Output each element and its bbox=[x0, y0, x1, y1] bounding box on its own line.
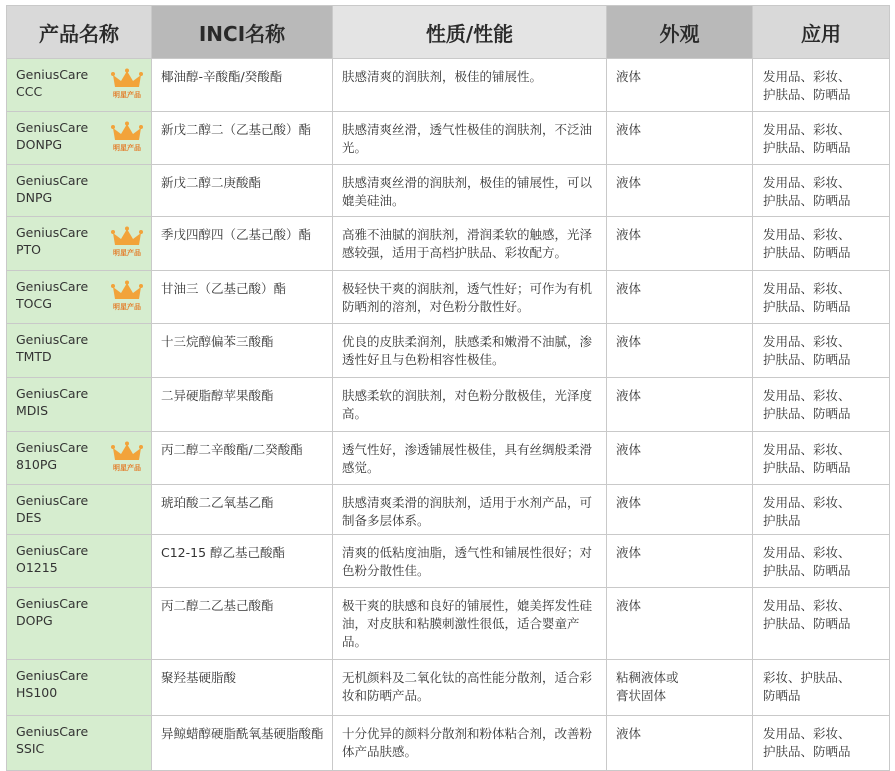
appearance-cell: 液体 bbox=[607, 485, 753, 534]
badge-label: 明星产品 bbox=[113, 249, 141, 257]
product-name: GeniusCare SSIC bbox=[16, 724, 89, 756]
product-name: GeniusCare HS100 bbox=[16, 668, 89, 700]
appearance-cell: 液体 bbox=[607, 432, 753, 484]
table-header bbox=[7, 6, 890, 59]
inci-name-cell: 季戊四醇四（乙基己酸）酯 bbox=[152, 217, 333, 270]
application-cell: 发用品、彩妆、 护肤品、防晒品 bbox=[753, 165, 890, 216]
application-cell: 发用品、彩妆、 护肤品、防晒品 bbox=[753, 432, 890, 484]
application-cell: 发用品、彩妆、 护肤品 bbox=[753, 485, 890, 534]
product-name-cell bbox=[7, 660, 152, 715]
appearance-cell: 液体 bbox=[607, 378, 753, 431]
product-name: GeniusCare TOCG bbox=[16, 279, 89, 311]
application-cell: 发用品、彩妆、 护肤品、防晒品 bbox=[753, 378, 890, 431]
product-name-cell bbox=[7, 535, 152, 587]
table-row bbox=[7, 716, 890, 771]
crown-icon bbox=[110, 121, 144, 143]
properties-cell: 优良的皮肤柔润剂，肤感柔和嫩滑不油腻，渗透性好且与色粉相容性极佳。 bbox=[333, 324, 607, 377]
inci-name-cell: 聚羟基硬脂酸 bbox=[152, 660, 333, 715]
product-name: GeniusCare DNPG bbox=[16, 173, 89, 205]
table-row bbox=[7, 271, 890, 324]
appearance-cell: 液体 bbox=[607, 271, 753, 323]
product-table bbox=[6, 5, 890, 771]
crown-icon bbox=[110, 280, 144, 302]
crown-icon bbox=[110, 226, 144, 248]
crown-icon bbox=[110, 68, 144, 90]
star-product-badge bbox=[109, 280, 145, 312]
inci-name-cell: 琥珀酸二乙氧基乙酯 bbox=[152, 485, 333, 534]
product-name: GeniusCare 810PG bbox=[16, 440, 89, 472]
inci-name-cell: 甘油三（乙基己酸）酯 bbox=[152, 271, 333, 323]
inci-name-cell: 十三烷醇偏苯三酸酯 bbox=[152, 324, 333, 377]
header-appearance: 外观 bbox=[607, 6, 753, 58]
appearance-cell: 液体 bbox=[607, 112, 753, 164]
appearance-cell: 液体 bbox=[607, 535, 753, 587]
properties-cell: 肤感清爽丝滑，透气性极佳的润肤剂，不泛油光。 bbox=[333, 112, 607, 164]
application-cell: 发用品、彩妆、 护肤品、防晒品 bbox=[753, 588, 890, 659]
table-body bbox=[7, 59, 890, 771]
appearance-cell: 液体 bbox=[607, 324, 753, 377]
table-row bbox=[7, 165, 890, 217]
table-row bbox=[7, 535, 890, 588]
appearance-cell: 液体 bbox=[607, 217, 753, 270]
inci-name-cell: C12-15 醇乙基己酸酯 bbox=[152, 535, 333, 587]
inci-name-cell: 丙二醇二辛酸酯/二癸酸酯 bbox=[152, 432, 333, 484]
badge-label: 明星产品 bbox=[113, 464, 141, 472]
star-product-badge bbox=[109, 226, 145, 258]
properties-cell: 高雅不油腻的润肤剂，滑润柔软的触感，光泽感较强，适用于高档护肤品、彩妆配方。 bbox=[333, 217, 607, 270]
product-name-cell bbox=[7, 432, 152, 484]
header-inci-name: INCI名称 bbox=[152, 6, 333, 58]
properties-cell: 极干爽的肤感和良好的铺展性，媲美挥发性硅油，对皮肤和粘膜刺激性很低，适合婴童产品。 bbox=[333, 588, 607, 659]
properties-cell: 透气性好，渗透铺展性极佳，具有丝绸般柔滑感觉。 bbox=[333, 432, 607, 484]
application-cell: 发用品、彩妆、 护肤品、防晒品 bbox=[753, 59, 890, 111]
product-name-cell bbox=[7, 112, 152, 164]
product-name-cell bbox=[7, 271, 152, 323]
product-name-cell bbox=[7, 165, 152, 216]
table-row bbox=[7, 59, 890, 112]
star-product-badge bbox=[109, 68, 145, 100]
inci-name-cell: 二异硬脂醇苹果酸酯 bbox=[152, 378, 333, 431]
table-row bbox=[7, 660, 890, 716]
product-name: GeniusCare DES bbox=[16, 493, 89, 525]
product-name-cell bbox=[7, 485, 152, 534]
properties-cell: 无机颜料及二氧化钛的高性能分散剂，适合彩妆和防晒产品。 bbox=[333, 660, 607, 715]
header-application: 应用 bbox=[753, 6, 890, 58]
properties-cell: 肤感清爽丝滑的润肤剂，极佳的铺展性，可以媲美硅油。 bbox=[333, 165, 607, 216]
product-name-cell bbox=[7, 588, 152, 659]
product-name-cell bbox=[7, 324, 152, 377]
application-cell: 发用品、彩妆、 护肤品、防晒品 bbox=[753, 535, 890, 587]
inci-name-cell: 椰油醇-辛酸酯/癸酸酯 bbox=[152, 59, 333, 111]
appearance-cell: 粘稠液体或 膏状固体 bbox=[607, 660, 753, 715]
product-name: GeniusCare O1215 bbox=[16, 543, 89, 575]
properties-cell: 十分优异的颜料分散剂和粉体粘合剂，改善粉体产品肤感。 bbox=[333, 716, 607, 770]
product-name: GeniusCare TMTD bbox=[16, 332, 89, 364]
badge-label: 明星产品 bbox=[113, 144, 141, 152]
table-row bbox=[7, 432, 890, 485]
properties-cell: 肤感柔软的润肤剂，对色粉分散极佳，光泽度高。 bbox=[333, 378, 607, 431]
badge-label: 明星产品 bbox=[113, 91, 141, 99]
product-name-cell bbox=[7, 378, 152, 431]
table-row bbox=[7, 588, 890, 660]
product-name: GeniusCare DOPG bbox=[16, 596, 89, 628]
properties-cell: 极轻快干爽的润肤剂，透气性好；可作为有机防晒剂的溶剂，对色粉分散性好。 bbox=[333, 271, 607, 323]
header-product-name: 产品名称 bbox=[7, 6, 152, 58]
table-row bbox=[7, 217, 890, 271]
table-row bbox=[7, 324, 890, 378]
appearance-cell: 液体 bbox=[607, 716, 753, 770]
appearance-cell: 液体 bbox=[607, 588, 753, 659]
crown-icon bbox=[110, 441, 144, 463]
inci-name-cell: 新戊二醇二庚酸酯 bbox=[152, 165, 333, 216]
product-name: GeniusCare PTO bbox=[16, 225, 89, 257]
application-cell: 发用品、彩妆、 护肤品、防晒品 bbox=[753, 324, 890, 377]
header-properties: 性质/性能 bbox=[333, 6, 607, 58]
product-name-cell bbox=[7, 716, 152, 770]
properties-cell: 肤感清爽柔滑的润肤剂，适用于水剂产品，可制备多层体系。 bbox=[333, 485, 607, 534]
table-row bbox=[7, 378, 890, 432]
application-cell: 发用品、彩妆、 护肤品、防晒品 bbox=[753, 217, 890, 270]
inci-name-cell: 异鲸蜡醇硬脂酰氧基硬脂酸酯 bbox=[152, 716, 333, 770]
product-name-cell bbox=[7, 59, 152, 111]
appearance-cell: 液体 bbox=[607, 59, 753, 111]
inci-name-cell: 丙二醇二乙基己酸酯 bbox=[152, 588, 333, 659]
appearance-cell: 液体 bbox=[607, 165, 753, 216]
table-row bbox=[7, 485, 890, 535]
product-name: GeniusCare CCC bbox=[16, 67, 89, 99]
properties-cell: 肤感清爽的润肤剂，极佳的铺展性。 bbox=[333, 59, 607, 111]
application-cell: 发用品、彩妆、 护肤品、防晒品 bbox=[753, 112, 890, 164]
product-name: GeniusCare MDIS bbox=[16, 386, 89, 418]
product-name-cell bbox=[7, 217, 152, 270]
table-row bbox=[7, 112, 890, 165]
application-cell: 彩妆、护肤品、 防晒品 bbox=[753, 660, 890, 715]
application-cell: 发用品、彩妆、 护肤品、防晒品 bbox=[753, 271, 890, 323]
properties-cell: 清爽的低粘度油脂，透气性和铺展性很好；对色粉分散性佳。 bbox=[333, 535, 607, 587]
star-product-badge bbox=[109, 441, 145, 473]
star-product-badge bbox=[109, 121, 145, 153]
badge-label: 明星产品 bbox=[113, 303, 141, 311]
inci-name-cell: 新戊二醇二（乙基己酸）酯 bbox=[152, 112, 333, 164]
product-name: GeniusCare DONPG bbox=[16, 120, 89, 152]
application-cell: 发用品、彩妆、 护肤品、防晒品 bbox=[753, 716, 890, 770]
